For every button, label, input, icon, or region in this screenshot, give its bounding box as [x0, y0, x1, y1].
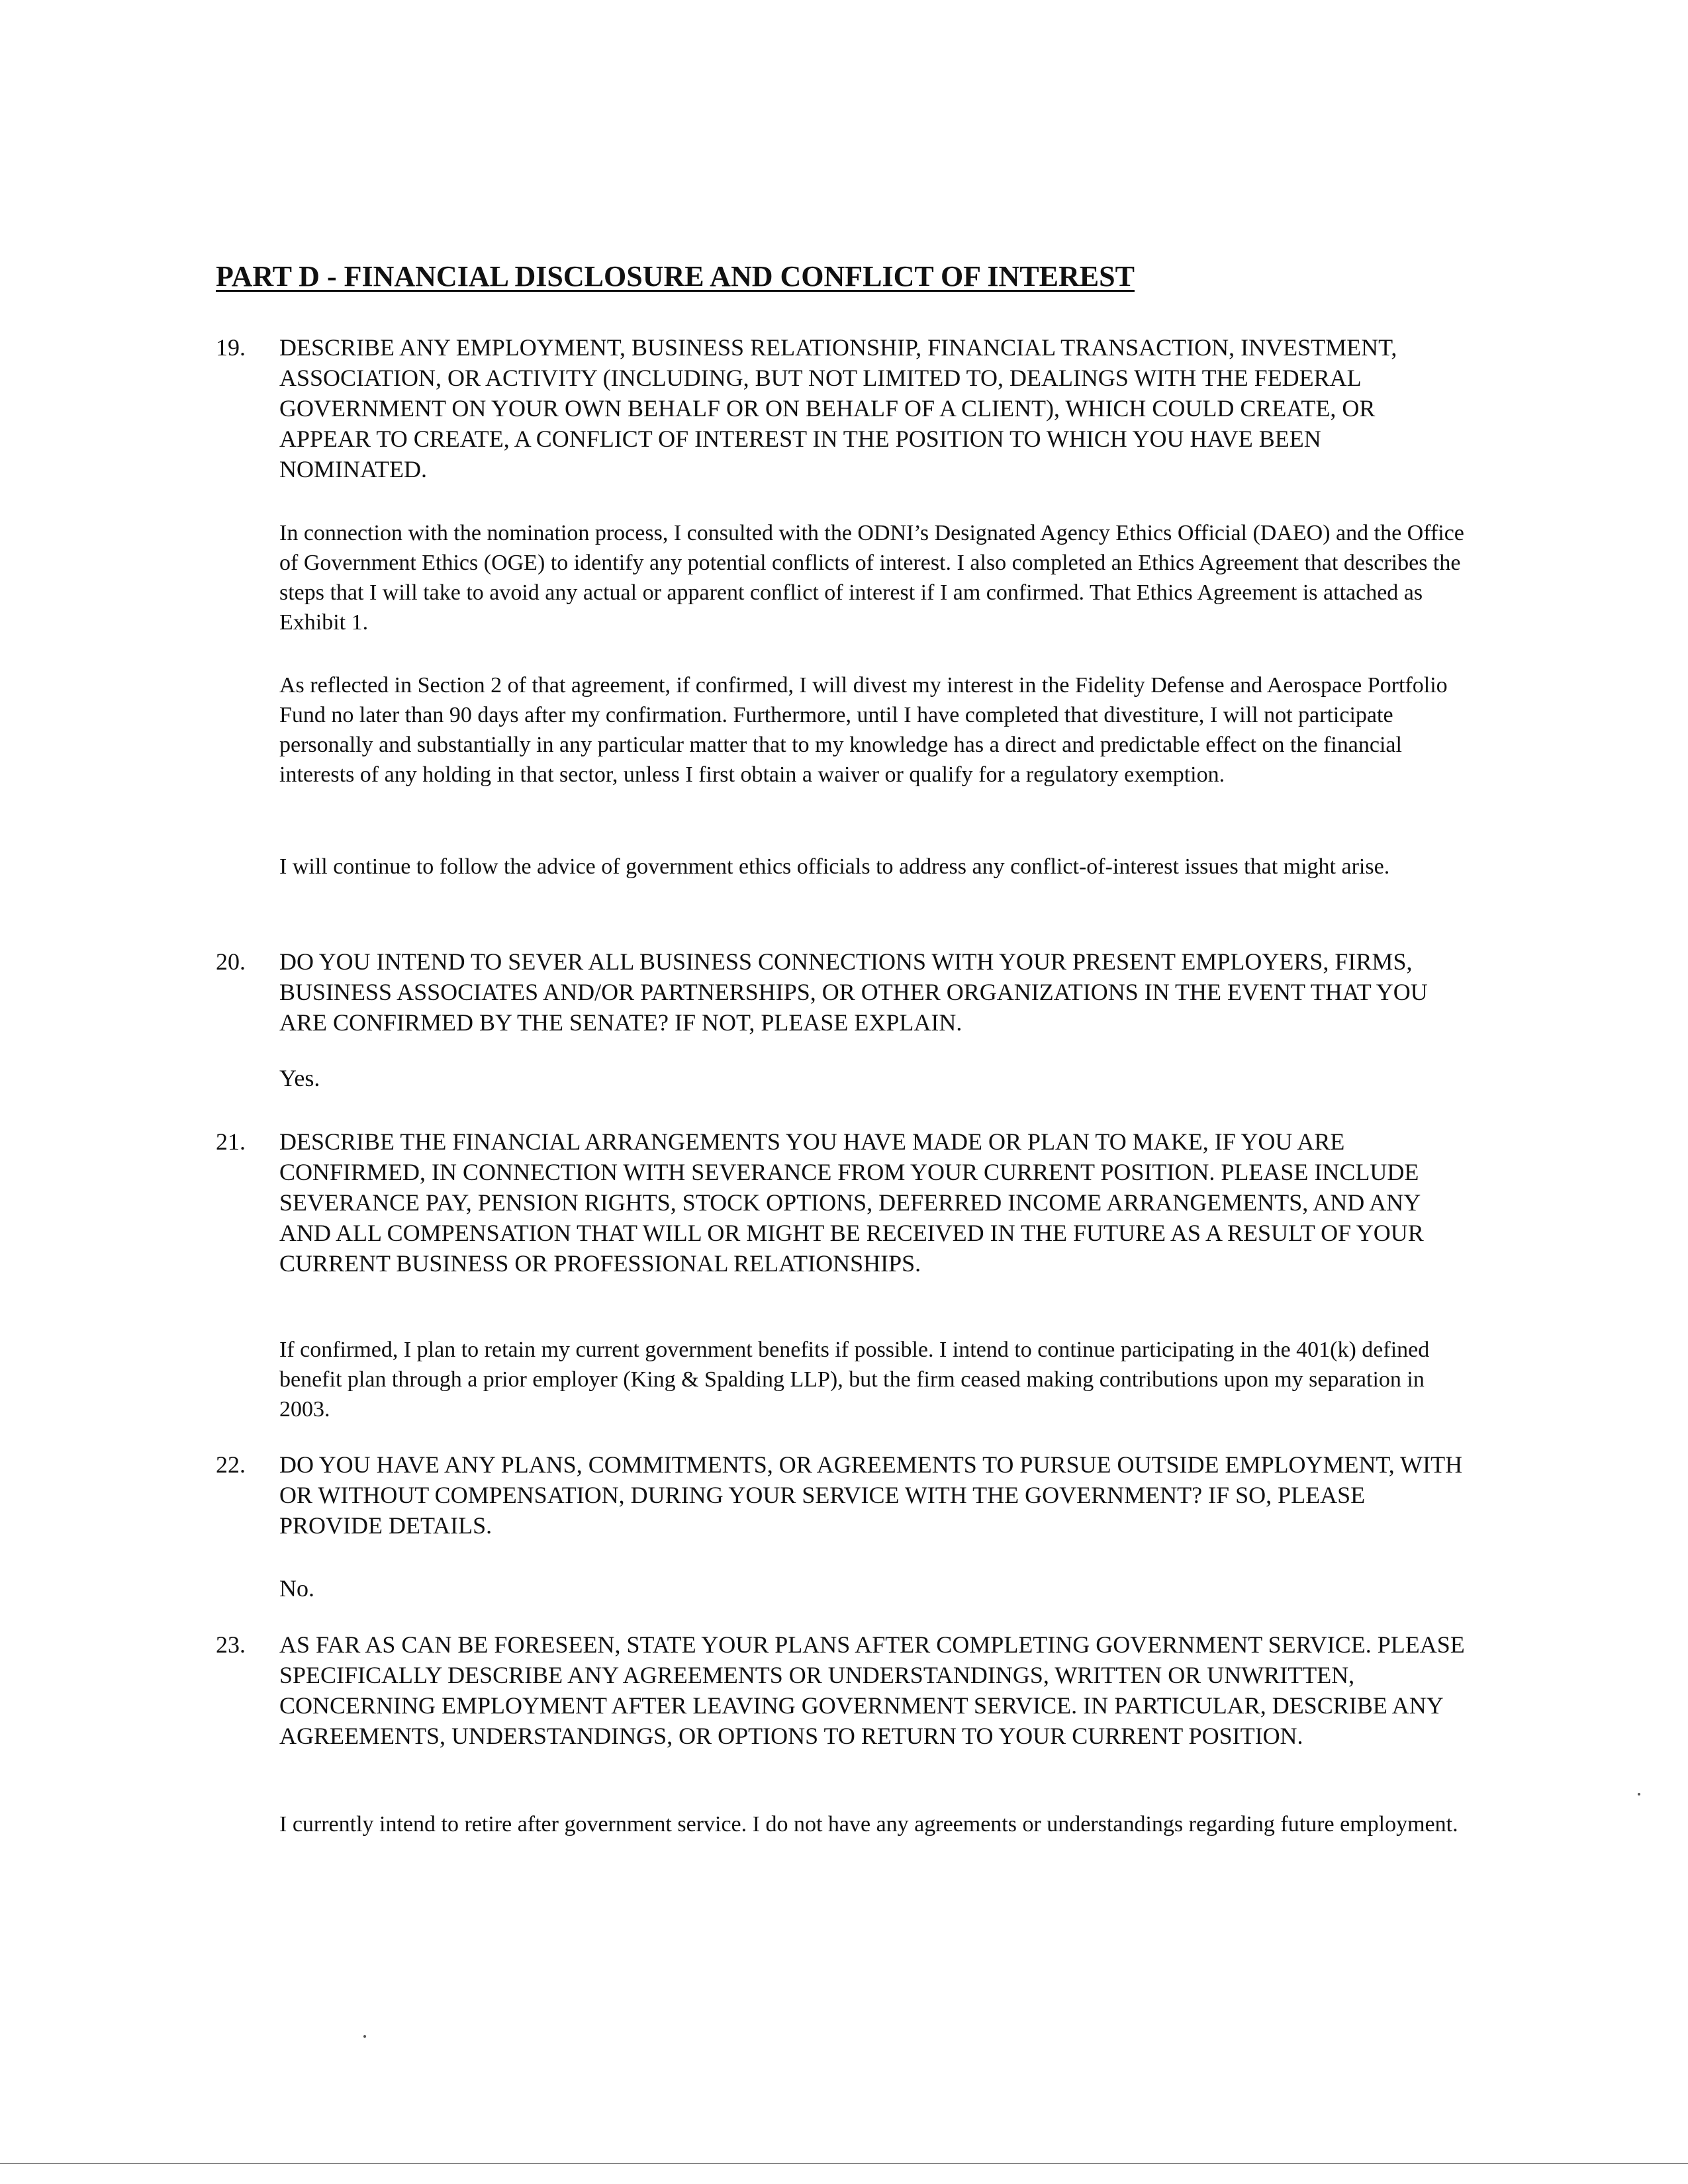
question-text-19: DESCRIBE ANY EMPLOYMENT, BUSINESS RELATIONSHIP, FINANCIAL TRANSACTION, INVESTMENT, ASSOCIATION, OR ACTIVITY (INCLUDING, BUT NOT LIMITED TO, DEALINGS WITH THE FEDERAL GOVERNMENT ON YOUR OWN BEHALF OR ON BEHALF OF A CLIENT), WHICH COULD CREATE, OR APPEAR TO CREATE, A CONFLICT OF INTEREST IN THE POSITION TO WHICH YOU HAVE BEEN NOMINATED. — [279, 334, 1397, 482]
scan-speck — [1638, 1793, 1640, 1796]
scan-speck — [363, 2035, 366, 2038]
question-number-22: 22. — [216, 1451, 246, 1478]
section-heading: PART D - FINANCIAL DISCLOSURE AND CONFLICT OF INTEREST — [216, 260, 1135, 293]
answer-23: I currently intend to retire after government service. I do not have any agreements or understandings regarding future employment. — [279, 1812, 1458, 1837]
answer-19-paragraph-2: As reflected in Section 2 of that agreement, if confirmed, I will divest my interest in the Fidelity Defense and Aerospace Portfolio Fund no later than 90 days after my confirmation. Furthermore, until I have completed that divestiture, I will not participate personally and substantially in any particular matter that to my knowledge has a direct and predictable effect on the financial interests of any holding in that sector, unless I first obtain a waiver or qualify for a regulatory exemption. — [279, 673, 1448, 787]
page-bottom-rule — [0, 2163, 1688, 2164]
question-text-22: DO YOU HAVE ANY PLANS, COMMITMENTS, OR AGREEMENTS TO PURSUE OUTSIDE EMPLOYMENT, WITH OR WITHOUT COMPENSATION, DURING YOUR SERVICE WITH THE GOVERNMENT? IF SO, PLEASE PROVIDE DETAILS. — [279, 1451, 1463, 1539]
answer-19-paragraph-3: I will continue to follow the advice of government ethics officials to address any conflict-of-interest issues that might arise. — [279, 854, 1390, 879]
question-number-19: 19. — [216, 334, 246, 361]
question-text-23: AS FAR AS CAN BE FORESEEN, STATE YOUR PLANS AFTER COMPLETING GOVERNMENT SERVICE. PLEASE SPECIFICALLY DESCRIBE ANY AGREEMENTS OR UNDERSTANDINGS, WRITTEN OR UNWRITTEN, CONCERNING EMPLOYMENT AFTER LEAVING GOVERNMENT SERVICE. IN PARTICULAR, DESCRIBE ANY AGREEMENTS, UNDERSTANDINGS, OR OPTIONS TO RETURN TO YOUR CURRENT POSITION. — [279, 1631, 1465, 1749]
answer-22: No. — [279, 1575, 314, 1602]
question-text-21: DESCRIBE THE FINANCIAL ARRANGEMENTS YOU HAVE MADE OR PLAN TO MAKE, IF YOU ARE CONFIRMED, IN CONNECTION WITH SEVERANCE FROM YOUR CURRENT POSITION. PLEASE INCLUDE SEVERANCE PAY, PENSION RIGHTS, STOCK OPTIONS, DEFERRED INCOME ARRANGEMENTS, AND ANY AND ALL COMPENSATION THAT WILL OR MIGHT BE RECEIVED IN THE FUTURE AS A RESULT OF YOUR CURRENT BUSINESS OR PROFESSIONAL RELATIONSHIPS. — [279, 1128, 1424, 1277]
answer-19-paragraph-1: In connection with the nomination process, I consulted with the ODNI’s Designated Agency Ethics Official (DAEO) and the Office of Government Ethics (OGE) to identify any potential conflicts of interest. I also completed an Ethics Agreement that describes the steps that I will take to avoid any actual or apparent conflict of interest if I am confirmed. That Ethics Agreement is attached as Exhibit 1. — [279, 521, 1464, 635]
question-text-20: DO YOU INTEND TO SEVER ALL BUSINESS CONNECTIONS WITH YOUR PRESENT EMPLOYERS, FIRMS, BUSINESS ASSOCIATES AND/OR PARTNERSHIPS, OR OTHER ORGANIZATIONS IN THE EVENT THAT YOU ARE CONFIRMED BY THE SENATE? IF NOT, PLEASE EXPLAIN. — [279, 948, 1428, 1036]
answer-20: Yes. — [279, 1065, 320, 1091]
answer-21: If confirmed, I plan to retain my current government benefits if possible. I intend to continue participating in the 401(k) defined benefit plan through a prior employer (King & Spalding LLP), but the firm ceased making contributions upon my separation in 2003. — [279, 1338, 1430, 1422]
question-number-20: 20. — [216, 948, 246, 975]
question-number-21: 21. — [216, 1128, 246, 1155]
question-number-23: 23. — [216, 1631, 246, 1658]
